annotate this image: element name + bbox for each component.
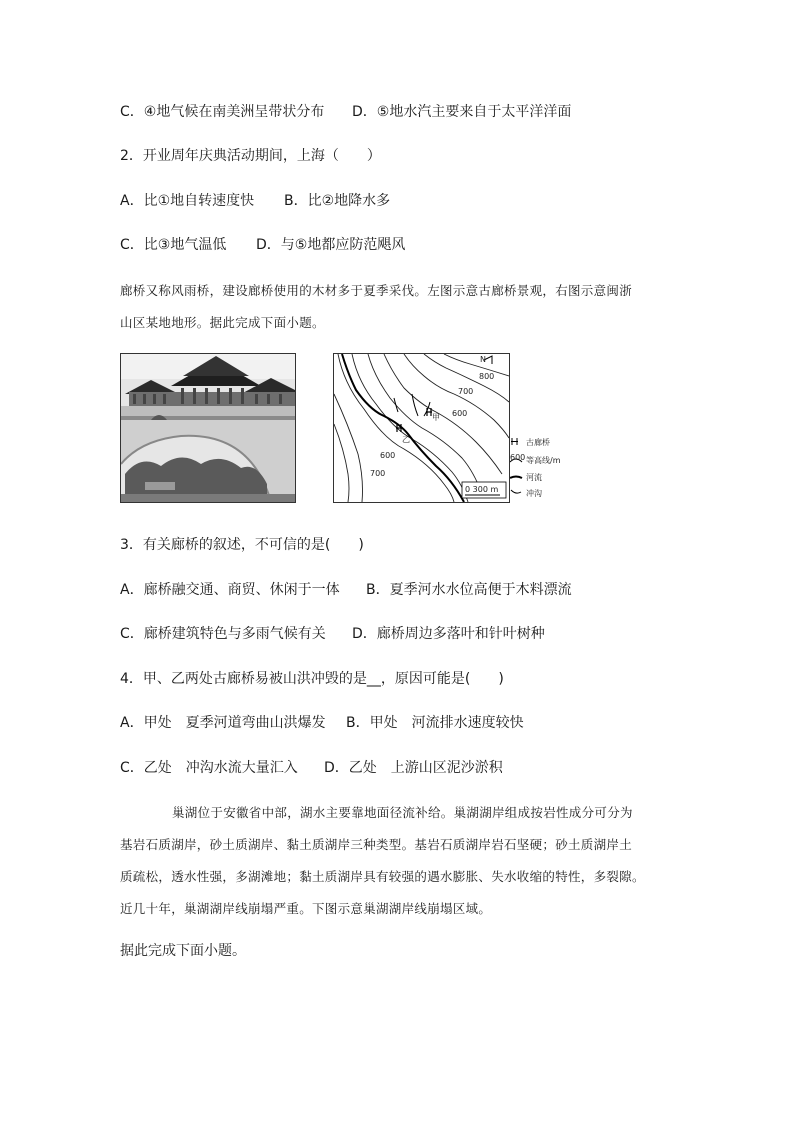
q3-option-d: D．廊桥周边多落叶和针叶树种 [352,626,545,642]
contour-label: 800 [479,372,495,381]
q3-option-b: B．夏季河水水位高便于木料漂流 [366,582,572,598]
q4-option-b: B．甲处 河流排水速度较快 [346,715,524,731]
svg-text:N: N [480,355,486,364]
q2-option-d: D．与⑤地都应防范飓风 [256,237,406,253]
q4-stem: 4．甲、乙两处古廊桥易被山洪冲毁的是__，原因可能是( ) [120,671,504,687]
legend-bridge: 古廊桥 [526,438,550,447]
legend-contour: 等高线/m [526,456,561,465]
q3-option-c: C．廊桥建筑特色与多雨气候有关 [120,626,326,642]
map-scale: 0 300 m [465,485,499,494]
legend-gully: 冲沟 [526,489,542,498]
q4-option-d: D．乙处 上游山区泥沙淤积 [324,760,503,776]
q1-option-d: D．⑤地水汽主要来自于太平洋洋面 [352,104,572,120]
place-label-jia: 甲 [432,413,440,422]
contour-label: 700 [370,469,386,478]
q2-option-a: A．比①地自转速度快 [120,193,255,209]
q3-stem: 3．有关廊桥的叙述，不可信的是( ) [120,537,364,553]
q4-option-a: A．甲处 夏季河道弯曲山洪爆发 [120,715,326,731]
passage2-line4: 近几十年，巢湖湖岸线崩塌严重。下图示意巢湖湖岸线崩塌区域。 [120,901,492,916]
contour-label: 600 [452,409,468,418]
q1-option-c: C．④地气候在南美洲呈带状分布 [120,104,325,120]
covered-bridge-photo [120,353,296,503]
q2-option-b: B．比②地降水多 [284,193,391,209]
q2-option-c: C．比③地气温低 [120,237,227,253]
passage1-line2: 山区某地地形。据此完成下面小题。 [120,315,325,330]
passage1-line1: 廊桥又称风雨桥，建设廊桥使用的木材多于夏季采伐。左图示意古廊桥景观，右图示意闽浙 [120,283,633,298]
place-label-yi: 乙 [402,435,410,444]
contour-label: 600 [380,451,396,460]
closing-instruction: 据此完成下面小题。 [120,943,246,959]
legend-river: 河流 [526,473,542,482]
passage2-line1: 巢湖位于安徽省中部，湖水主要靠地面径流补给。巢湖湖岸组成按岩性成分可分为 [172,805,633,820]
q3-option-a: A．廊桥融交通、商贸、休闲于一体 [120,582,340,598]
contour-label: 700 [458,387,474,396]
q2-stem: 2．开业周年庆典活动期间，上海（ ） [120,148,381,164]
topographic-map [333,353,510,503]
legend-contour-sample: 600 [510,453,526,462]
passage2-line2: 基岩石质湖岸，砂土质湖岸、黏土质湖岸三种类型。基岩石质湖岸岩石坚硬；砂土质湖岸土 [120,837,633,852]
q4-option-c: C．乙处 冲沟水流大量汇入 [120,760,298,776]
passage2-line3: 质疏松，透水性强，多湖滩地；黏土质湖岸具有较强的遇水膨胀、失水收缩的特性，多裂隙。 [120,869,645,884]
map-legend [510,434,580,504]
